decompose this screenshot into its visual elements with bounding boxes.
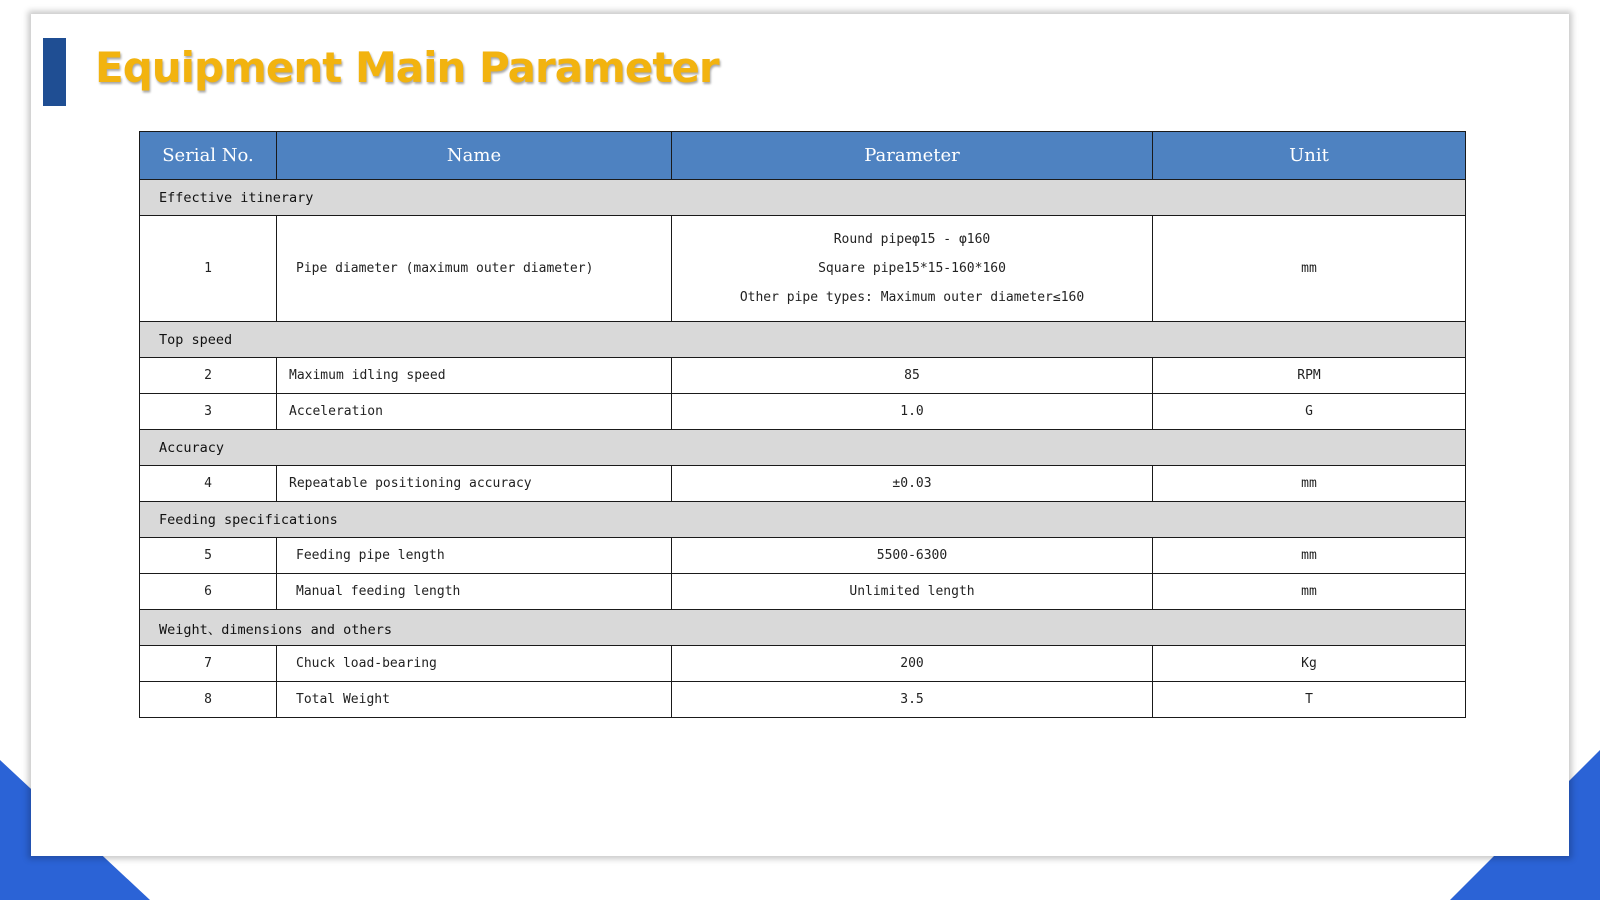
unit-cell: Kg	[1153, 646, 1466, 682]
unit-cell: T	[1153, 682, 1466, 718]
parameter-cell: 200	[672, 646, 1153, 682]
parameter-line: Square pipe15*15-160*160	[818, 261, 1006, 276]
unit-cell: RPM	[1153, 358, 1466, 394]
unit-cell: mm	[1153, 466, 1466, 502]
section-label: Effective itinerary	[140, 180, 1466, 216]
table-row	[140, 574, 1466, 610]
unit-cell: mm	[1153, 574, 1466, 610]
section-label: Top speed	[140, 322, 1466, 358]
name-cell: Manual feeding length	[277, 574, 672, 610]
serial-no-cell: 3	[140, 394, 277, 430]
table-row	[140, 358, 1466, 394]
name-cell: Maximum idling speed	[277, 358, 672, 394]
section-row	[140, 502, 1466, 538]
table-row	[140, 216, 1466, 322]
unit-cell: mm	[1153, 538, 1466, 574]
serial-no-cell: 7	[140, 646, 277, 682]
name-cell: Acceleration	[277, 394, 672, 430]
unit-cell: mm	[1153, 216, 1466, 322]
section-label: Feeding specifications	[140, 502, 1466, 538]
serial-no-cell: 2	[140, 358, 277, 394]
name-cell: Pipe diameter (maximum outer diameter)	[277, 216, 672, 322]
section-row	[140, 430, 1466, 466]
parameter-cell: 1.0	[672, 394, 1153, 430]
table-row	[140, 538, 1466, 574]
name-cell: Feeding pipe length	[277, 538, 672, 574]
parameter-cell: ±0.03	[672, 466, 1153, 502]
table-row	[140, 682, 1466, 718]
page-title: Equipment Main Parameter	[95, 43, 719, 92]
table-row	[140, 466, 1466, 502]
serial-no-cell: 1	[140, 216, 277, 322]
parameter-cell	[672, 216, 1153, 322]
table-row	[140, 646, 1466, 682]
unit-cell: G	[1153, 394, 1466, 430]
header-serial-no: Serial No.	[140, 132, 277, 180]
parameter-table	[139, 131, 1466, 718]
section-label: Accuracy	[140, 430, 1466, 466]
header-name: Name	[277, 132, 672, 180]
parameter-cell: Unlimited length	[672, 574, 1153, 610]
table-row	[140, 394, 1466, 430]
serial-no-cell: 4	[140, 466, 277, 502]
name-cell: Repeatable positioning accuracy	[277, 466, 672, 502]
slide-panel	[31, 14, 1569, 856]
name-cell: Chuck load-bearing	[277, 646, 672, 682]
section-row	[140, 610, 1466, 646]
serial-no-cell: 5	[140, 538, 277, 574]
section-row	[140, 322, 1466, 358]
serial-no-cell: 8	[140, 682, 277, 718]
parameter-line: Round pipeφ15 - φ160	[833, 232, 991, 247]
parameter-cell: 5500-6300	[672, 538, 1153, 574]
header-unit: Unit	[1153, 132, 1466, 180]
serial-no-cell: 6	[140, 574, 277, 610]
parameter-cell: 3.5	[672, 682, 1153, 718]
section-label: Weight、dimensions and others	[140, 610, 1466, 646]
table-header-row	[140, 132, 1466, 180]
parameter-cell: 85	[672, 358, 1153, 394]
name-cell: Total Weight	[277, 682, 672, 718]
header-parameter: Parameter	[672, 132, 1153, 180]
parameter-line: Other pipe types: Maximum outer diameter≤160	[739, 290, 1085, 305]
title-accent-bar	[43, 38, 66, 106]
section-row	[140, 180, 1466, 216]
